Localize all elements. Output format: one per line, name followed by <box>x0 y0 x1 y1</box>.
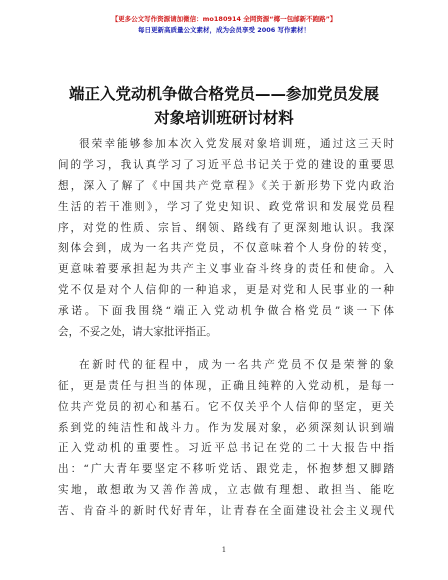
page-number: 1 <box>221 546 227 554</box>
promo-banner <box>0 14 448 36</box>
paragraph-line: 会，不妥之处，请大家批评指正。 <box>58 326 217 339</box>
paragraph-line: 很荣幸能够参加本次入党发展对象培训班，通过这三天时 <box>79 138 394 150</box>
promo-banner-line-2: 每日更新高质量公文素材，成为会员享受 2006 写作素材！ <box>137 26 311 34</box>
paragraph-line: 正入党动机的重要性。习近平总书记在党的二十大报告中指 <box>58 442 394 455</box>
paragraph-line: 想，深入了解了《中国共产党章程》《关于新形势下党内政治 <box>58 179 394 192</box>
paragraph-2 <box>58 355 394 522</box>
paragraph-line: 党不仅是对个人信仰的一种追求，更是对党和人民事业的一种 <box>58 284 394 297</box>
paragraph-line: 苦、肯奋斗的新时代好青年，让青春在全面建设社会主义现代 <box>58 505 394 518</box>
paragraph-line: 更意味着要承担起为共产主义事业奋斗终身的责任和使命。入 <box>58 263 394 276</box>
paragraph-line: 承诺。下面我围绕“端正入党动机争做合格党员”谈一下体 <box>58 305 394 318</box>
paragraph-line: 序，对党的性质、宗旨、纲领、路线有了更深刻地认识。我深 <box>58 221 394 234</box>
paragraph-1 <box>58 134 394 343</box>
document-title <box>40 82 408 130</box>
paragraph-line: 在新时代的征程中，成为一名共产党员不仅是荣誉的象 <box>79 358 394 371</box>
paragraph-line: 刻体会到，成为一名共产党员，不仅意味着个人身份的转变， <box>58 242 394 255</box>
document-body <box>58 134 394 522</box>
paragraph-line: 实地，敢想敢为又善作善成，立志做有理想、敢担当、能吃 <box>58 484 394 497</box>
document-title-line-2: 对象培训班研讨材料 <box>154 109 294 127</box>
paragraph-line: 位共产党员的初心和基石。它不仅关乎个人信仰的坚定，更关 <box>58 400 394 413</box>
paragraph-line: 出：“广大青年要坚定不移听党话、跟党走，怀抱梦想又脚踏 <box>58 463 394 476</box>
paragraph-line: 征，更是责任与担当的体现，正确且纯粹的入党动机，是每一 <box>58 379 394 392</box>
paragraph-spacer <box>58 343 394 355</box>
promo-banner-line-1: 【更多公文写作资源请加微信：mo180914 全网资源“椰一包邮新不跑路”】 <box>111 15 337 23</box>
paragraph-line: 生活的若干准则》，学习了党史知识、政党常识和发展党员程 <box>58 200 394 213</box>
paragraph-line: 间的学习，我认真学习了习近平总书记关于党的建设的重要思 <box>58 158 394 171</box>
paragraph-line: 系到党的纯洁性和战斗力。作为发展对象，必须深刻认识到端 <box>58 421 394 434</box>
document-title-line-1: 端正入党动机争做合格党员——参加党员发展 <box>68 85 379 103</box>
